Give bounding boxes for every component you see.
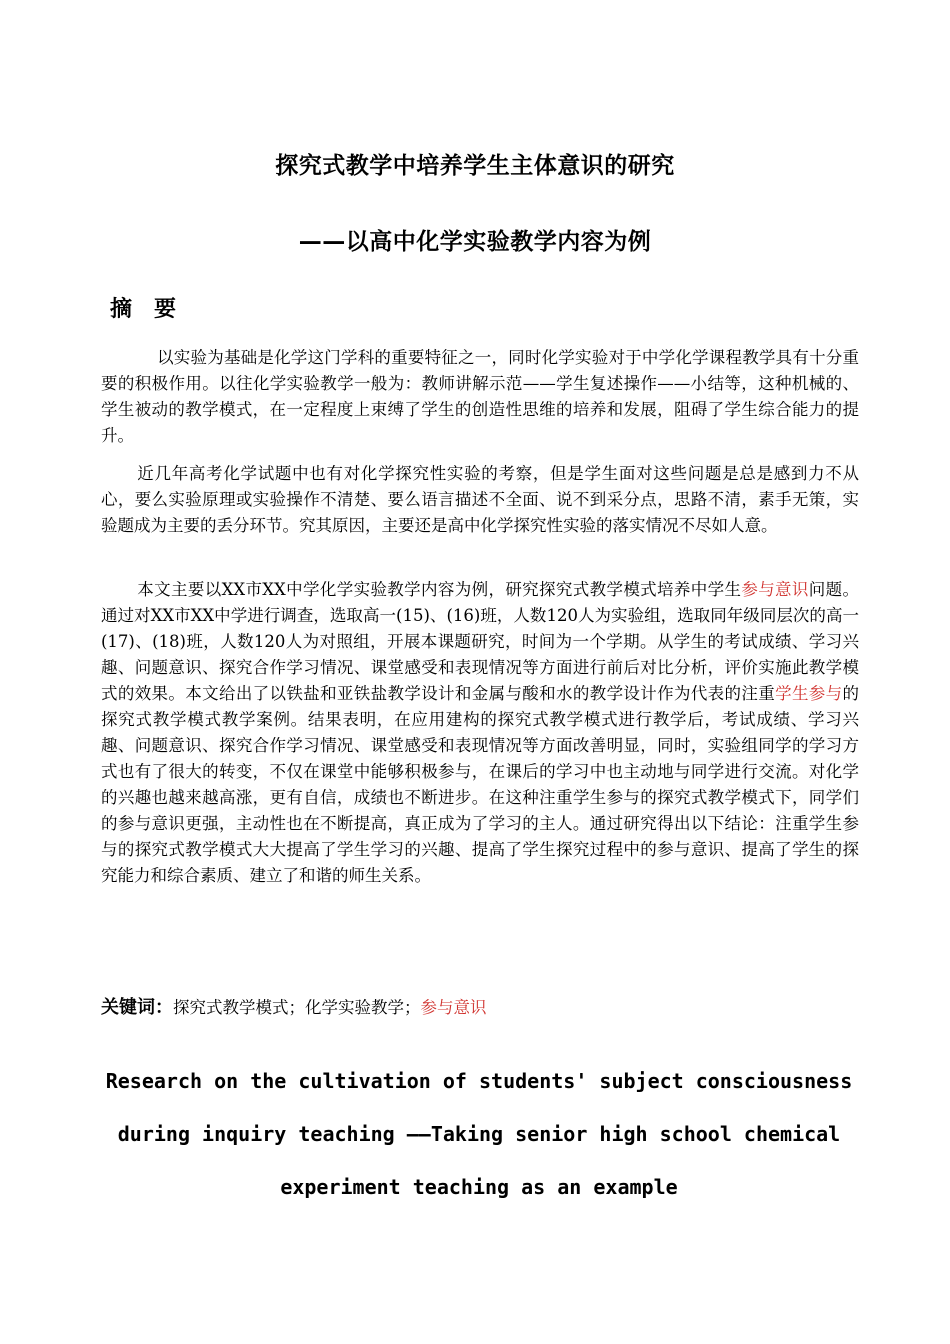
abstract-paragraph-3 [101,577,859,889]
abstract-heading: 摘要 [110,297,199,322]
document-subtitle: ——以高中化学实验教学内容为例 [298,229,652,255]
highlighted-term: 学生参与 [775,684,843,703]
document-title: 探究式教学中培养学生主体意识的研究 [275,153,675,179]
abstract-paragraph-1 [101,345,859,449]
paragraph-segment: 问题。通过对XX市XX中学进行调查，选取高一(15)、(16)班，人数120人为实验组，选取同年级同层次的高一(17)、(18)班，人数120人为对照组，开展本课题研究，时间为一个学期。从学生的考试成绩、学习兴趣、问题意识、探究合作学习情况、课堂感受和表现情况等方面进行前后对比分析，评价实施此教学模式的效果。本文给出了以铁盐和亚铁盐教学设计和金属与酸和水的教学设计作为代表的注重 [101,580,859,703]
highlighted-term: 参与意识 [741,580,809,599]
abstract-paragraph-2 [101,461,859,539]
paragraph-segment: 本文主要以XX市XX中学化学实验教学内容为例，研究探究式教学模式培养中学生 [137,580,742,599]
paragraph-text: 近几年高考化学试题中也有对化学探究性实验的考察，但是学生面对这些问题是总是感到力不从心，要么实验原理或实验操作不清楚、要么语言描述不全面、说不到采分点，思路不清，素手无策，实验题成为主要的丢分环节。究其原因，主要还是高中化学探究性实验的落实情况不尽如人意。 [101,464,859,535]
keywords-label: 关键词： [101,997,173,1018]
paragraph-text: 以实验为基础是化学这门学科的重要特征之一，同时化学实验对于中学化学课程教学具有十分重要的积极作用。以往化学实验教学一般为：教师讲解示范——学生复述操作——小结等，这种机械的、学生被动的教学模式，在一定程度上束缚了学生的创造性思维的培养和发展，阻碍了学生综合能力的提升。 [101,348,859,445]
english-title: Research on the cultivation of students' subject consciousness during inquiry teaching ——Taking senior high school chemical experiment teaching as an example [105,1069,853,1199]
paragraph-text [101,577,859,889]
paragraph-segment: 的探究式教学模式教学案例。结果表明，在应用建构的探究式教学模式进行教学后，考试成绩、学习兴趣、问题意识、探究合作学习情况、课堂感受和表现情况等方面改善明显，同时，实验组同学的学习方式也有了很大的转变，不仅在课堂中能够积极参与，在课后的学习中也主动地与同学进行交流。对化学的兴趣也越来越高涨，更有自信，成绩也不断进步。在这种注重学生参与的探究式教学模式下，同学们的参与意识更强，主动性也在不断提高，真正成为了学习的主人。通过研究得出以下结论：注重学生参与的探究式教学模式大大提高了学生学习的兴趣、提高了学生探究过程中的参与意识、提高了学生的探究能力和综合素质、建立了和谐的师生关系。 [101,684,860,885]
keywords-line [101,994,487,1022]
keywords-text: 探究式教学模式；化学实验教学； [173,998,421,1017]
keywords-highlight: 参与意识 [420,998,487,1017]
